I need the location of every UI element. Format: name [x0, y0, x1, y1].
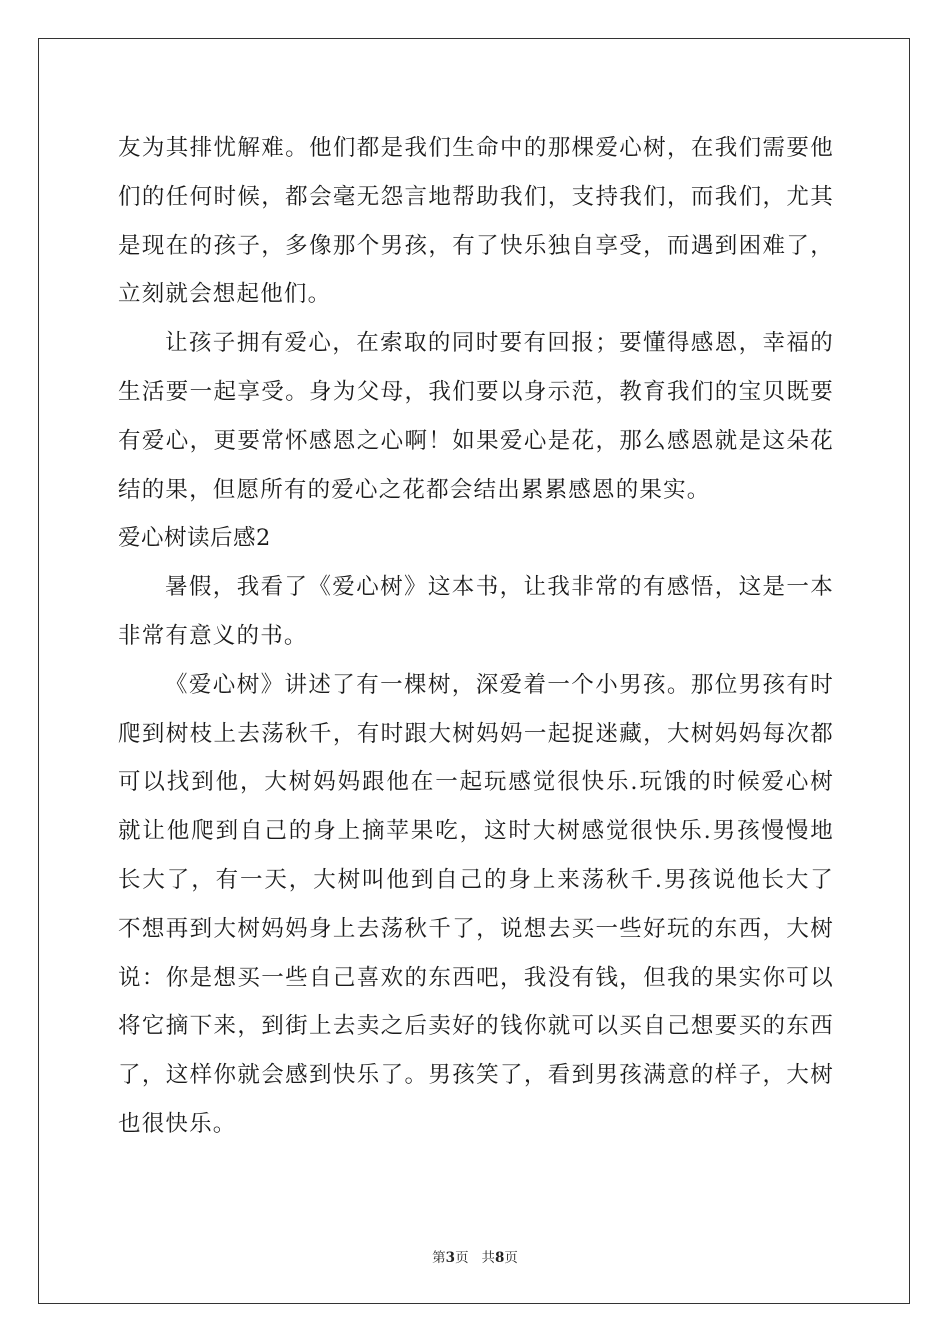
- document-body: [118, 124, 834, 1149]
- paragraph-1: 友为其排忧解难。他们都是我们生命中的那棵爱心树，在我们需要他们的任何时候，都会毫无怨言地帮助我们，支持我们，而我们，尤其是现在的孩子，多像那个男孩，有了快乐独自享受，而遇到困难了，立刻就会想起他们。: [118, 135, 834, 308]
- footer-page-suffix: 页: [455, 1250, 469, 1266]
- paragraph-4: 《爱心树》讲述了有一棵树，深爱着一个小男孩。那位男孩有时爬到树枝上去荡秋千，有时跟大树妈妈一起捉迷藏，大树妈妈每次都可以找到他，大树妈妈跟他在一起玩感觉很快乐.玩饿的时候爱心树就让他爬到自己的身上摘苹果吃，这时大树感觉很快乐.男孩慢慢地长大了，有一天，大树叫他到自己的身上来荡秋千.男孩说他长大了不想再到大树妈妈身上去荡秋千了，说想去买一些好玩的东西，大树说：你是想买一些自己喜欢的东西吧，我没有钱，但我的果实你可以将它摘下来，到街上去卖之后卖好的钱你就可以买自己想要买的东西了，这样你就会感到快乐了。男孩笑了，看到男孩满意的样子，大树也很快乐。: [118, 671, 834, 1137]
- footer-total-suffix: 页: [504, 1250, 518, 1266]
- footer-page-prefix: 第: [432, 1250, 446, 1266]
- page-footer: [0, 1246, 950, 1266]
- footer-total-pages: 8: [494, 1250, 505, 1266]
- paragraph-3: 暑假，我看了《爱心树》这本书，让我非常的有感悟，这是一本非常有意义的书。: [118, 574, 834, 649]
- footer-total-prefix: 共: [481, 1250, 495, 1266]
- paragraph-2: 让孩子拥有爱心，在索取的同时要有回报；要懂得感恩，幸福的生活要一起享受。身为父母，我们要以身示范，教育我们的宝贝既要有爱心，更要常怀感恩之心啊！如果爱心是花，那么感恩就是这朵花结的果，但愿所有的爱心之花都会结出累累感恩的果实。: [118, 330, 834, 503]
- section-heading: 爱心树读后感2: [118, 525, 271, 552]
- footer-page-number: 3: [445, 1250, 456, 1266]
